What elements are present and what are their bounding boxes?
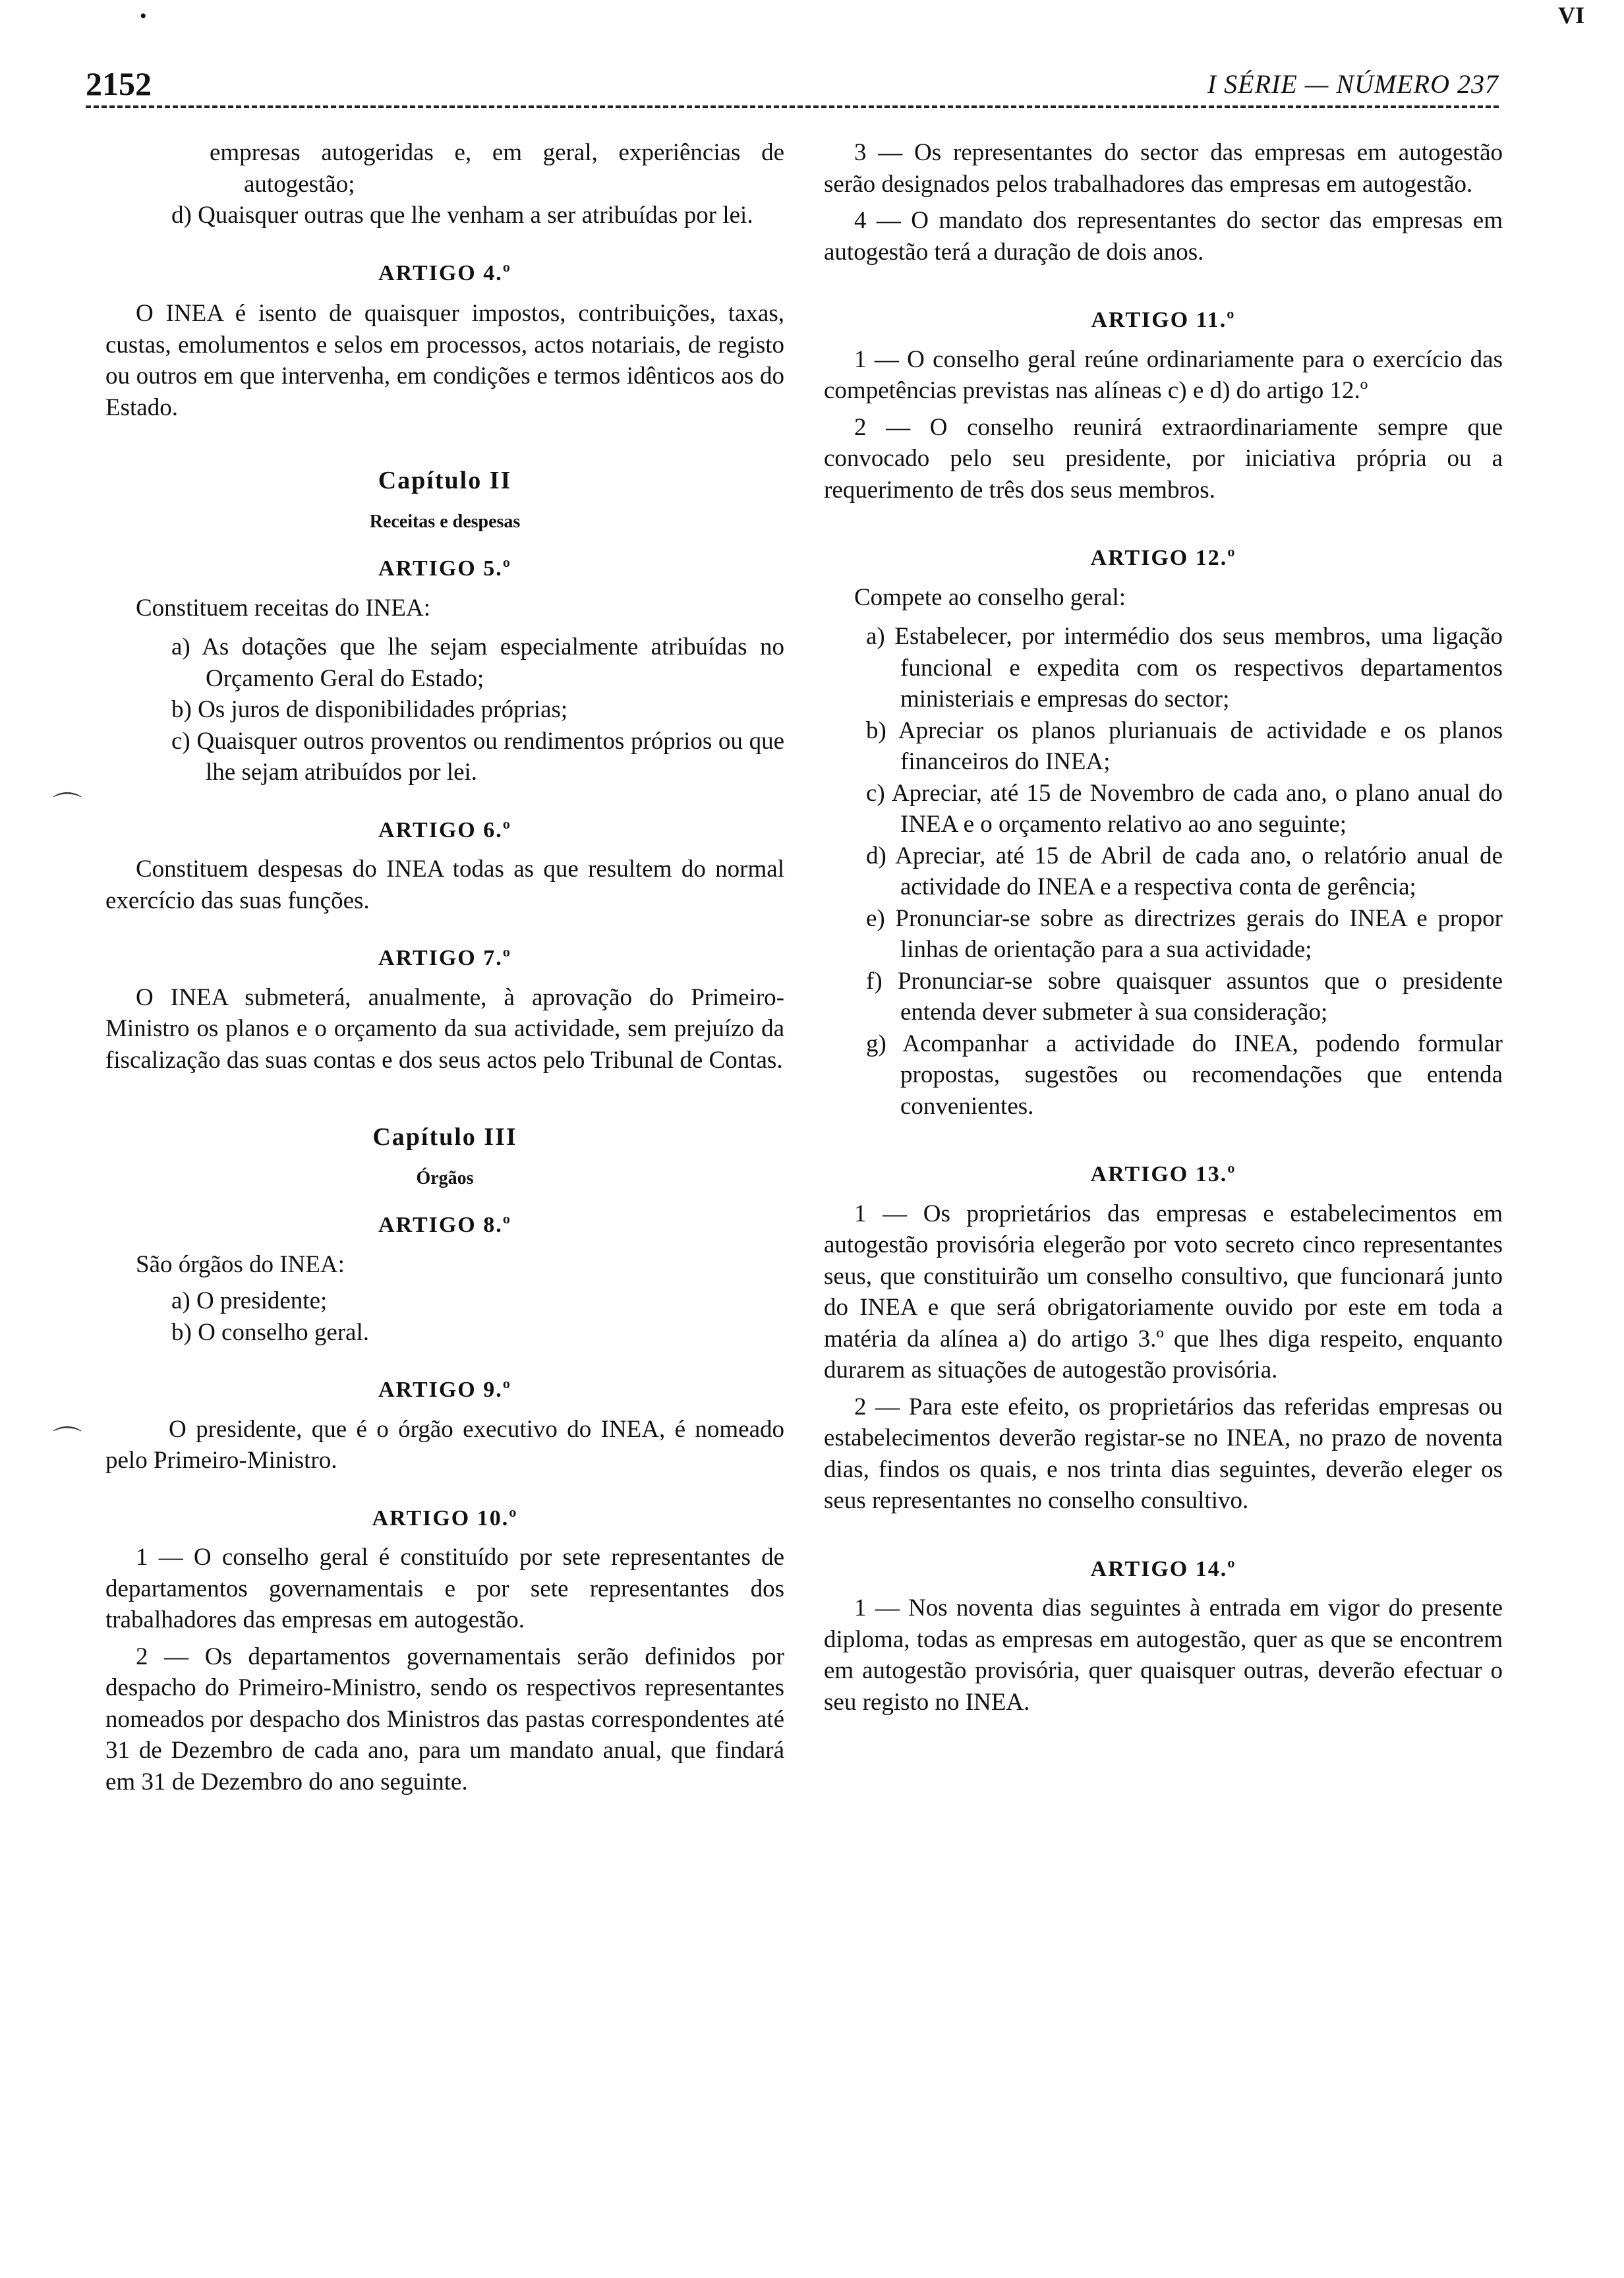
- article13-para2: 2 — Para este efeito, os proprietários das referidas empresas ou estabelecimentos deverão registar-se no INEA, no prazo de noventa dias, findos os quais, e nos trinta dias seguintes, deverão eleger os seus representantes no conselho consultivo.: [824, 1393, 1503, 1514]
- article6-text: Constituem despesas do INEA todas as que resultem do normal exercício das suas funções.: [105, 856, 784, 914]
- article13-title: ARTIGO 13.º: [1090, 1162, 1236, 1186]
- article10-title: ARTIGO 10.º: [372, 1505, 518, 1531]
- article10-para4: 4 — O mandato dos representantes do sector das empresas em autogestão terá a duração de dois anos.: [824, 207, 1503, 266]
- article13-para1: 1 — Os proprietários das empresas e estabelecimentos em autogestão provisória elegerão por voto secreto cinco representantes seus, que constituirão um conselho consultivo, que funcionará junto do INEA e que será obrigatoriamente ouvido por este em toda a matéria da alínea a) do artigo 3.º que lhes diga respeito, enquanto durarem as situações de autogestão provisória.: [824, 1200, 1503, 1384]
- chapter2-subtitle: Receitas e despesas: [369, 511, 521, 532]
- article8-item-a: a) O presidente;: [171, 1287, 328, 1314]
- article12-item-a: a) Estabelecer, por intermédio dos seus membros, uma ligação funcional e expedita com os respectivos departamentos ministeriais e empresas do sector;: [866, 623, 1503, 713]
- article11-para2: 2 — O conselho reunirá extraordinariamente sempre que convocado pelo seu presidente, por iniciativa própria ou a requerimento de três dos seus membros.: [824, 413, 1503, 504]
- margin-mark: ⌒: [53, 1425, 82, 1457]
- article10-para1: 1 — O conselho geral é constituído por sete representantes de departamentos governamentais e por sete representantes dos trabalhadores das empresas em autogestão.: [105, 1544, 784, 1633]
- article14-para1: 1 — Nos noventa dias seguintes à entrada em vigor do presente diploma, todas as empresas em autogestão, quer as que se encontrem em autogestão provisória, quer quaisquer outras, deverão efectuar o seu registo no INEA.: [824, 1594, 1503, 1716]
- article4-text: O INEA é isento de quaisquer impostos, contribuições, taxas, custas, emolumentos e selos em processos, actos notariais, de registo ou outros em que intervenha, em condições e termos idênticos aos do Estado.: [105, 300, 784, 421]
- article12-title: ARTIGO 12.º: [1090, 546, 1236, 570]
- chapter3-subtitle: Órgãos: [416, 1167, 474, 1188]
- article12-intro: Compete ao conselho geral:: [854, 583, 1126, 611]
- page-header: [86, 65, 1499, 108]
- article11-para1: 1 — O conselho geral reúne ordinariamente para o exercício das competências previstas nas alíneas c) e d) do artigo 12.º: [824, 345, 1503, 404]
- article12-item-e: e) Pronunciar-se sobre as directrizes gerais do INEA e propor linhas de orientação para a sua actividade;: [866, 904, 1503, 963]
- article11-title: ARTIGO 11.º: [1091, 308, 1236, 332]
- page-number: 2152: [86, 65, 152, 102]
- article8-intro: São órgãos do INEA:: [136, 1250, 345, 1278]
- article8-title: ARTIGO 8.º: [378, 1213, 511, 1237]
- right-column: [824, 137, 1503, 1718]
- article8-item-b: b) O conselho geral.: [171, 1318, 370, 1346]
- article12-item-c: c) Apreciar, até 15 de Novembro de cada ano, o plano anual do INEA e o orçamento relativo ao ano seguinte;: [866, 779, 1503, 838]
- article6-title: ARTIGO 6.º: [378, 817, 511, 842]
- article12-item-d: d) Apreciar, até 15 de Abril de cada ano, o relatório anual de actividade do INEA e a respectiva conta de gerência;: [866, 842, 1503, 900]
- article10-para2: 2 — Os departamentos governamentais serão definidos por despacho do Primeiro-Ministro, sendo os respectivos representantes nomeados por despacho dos Ministros das pastas correspondentes até 31 de Dezembro de cada ano, para um mandato anual, que findará em 31 de Dezembro do ano seguinte.: [105, 1643, 784, 1796]
- article12-item-f: f) Pronunciar-se sobre quaisquer assuntos que o presidente entenda dever submeter à sua consideração;: [866, 967, 1503, 1026]
- article5-item-a: a) As dotações que lhe sejam especialmente atribuídas no Orçamento Geral do Estado;: [171, 633, 784, 692]
- article5-item-b: b) Os juros de disponibilidades próprias;: [171, 696, 568, 723]
- series-title: I SÉRIE — NÚMERO 237: [1207, 69, 1499, 99]
- page-mark: VI: [1557, 2, 1584, 28]
- article7-title: ARTIGO 7.º: [378, 946, 511, 970]
- article4-title: ARTIGO 4.º: [378, 260, 511, 285]
- margin-mark: ⌒: [53, 791, 82, 823]
- article5-intro: Constituem receitas do INEA:: [136, 594, 430, 622]
- chapter2-title: Capítulo II: [378, 467, 512, 494]
- chapter3-title: Capítulo III: [372, 1123, 517, 1151]
- article9-text: O presidente, que é o órgão executivo do INEA, é nomeado pelo Primeiro-Ministro.: [105, 1415, 784, 1474]
- article7-text: O INEA submeterá, anualmente, à aprovação do Primeiro-Ministro os planos e o orçamento da sua actividade, sem prejuízo da fiscalização das suas contas e dos seus actos pelo Tribunal de Contas.: [105, 983, 784, 1074]
- article5-item-c: c) Quaisquer outros proventos ou rendimentos próprios ou que lhe sejam atribuídos por lei.: [171, 727, 784, 786]
- article12-item-b: b) Apreciar os planos plurianuais de actividade e os planos financeiros do INEA;: [866, 716, 1503, 775]
- article12-item-g: g) Acompanhar a actividade do INEA, podendo formular propostas, sugestões ou recomendações que entenda convenientes.: [866, 1030, 1503, 1120]
- article3-d-item: d) Quaisquer outras que lhe venham a ser atribuídas por lei.: [171, 202, 753, 229]
- article14-title: ARTIGO 14.º: [1090, 1556, 1236, 1581]
- article10-para3: 3 — Os representantes do sector das empresas em autogestão serão designados pelos trabalhadores das empresas em autogestão.: [824, 139, 1503, 198]
- article3-c-continuation: empresas autogeridas e, em geral, experiências de autogestão;: [210, 139, 784, 198]
- article9-title: ARTIGO 9.º: [378, 1378, 511, 1402]
- left-column: [105, 137, 784, 1797]
- scan-dot: •: [140, 5, 147, 27]
- article5-title: ARTIGO 5.º: [378, 556, 511, 581]
